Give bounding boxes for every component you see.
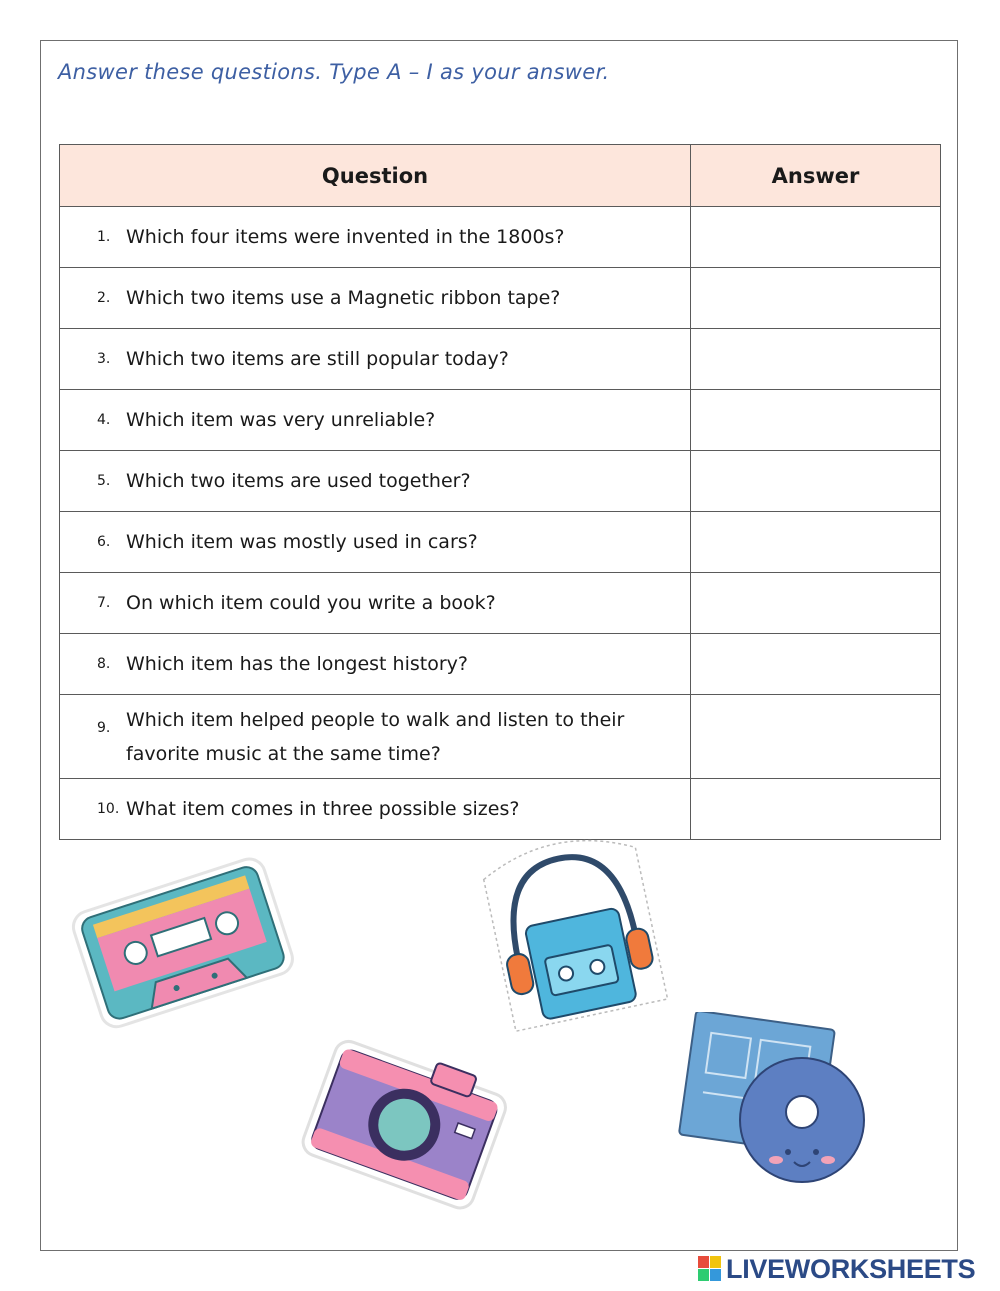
question-number: 9.: [97, 720, 111, 736]
cassette-tape-image: [62, 838, 302, 1043]
answer-cell[interactable]: [691, 634, 941, 695]
question-text: On which item could you write a book?: [126, 592, 496, 614]
question-cell: [60, 329, 691, 390]
live-badge-icon: [698, 1256, 722, 1282]
question-number: 6.: [97, 534, 111, 550]
question-cell: [60, 451, 691, 512]
question-number: 5.: [97, 473, 111, 489]
answer-cell[interactable]: [691, 779, 941, 840]
liveworksheets-logo: [698, 1253, 975, 1285]
table-row: [60, 207, 941, 268]
answer-input[interactable]: [692, 208, 939, 266]
question-header: Question: [60, 145, 691, 207]
answer-input[interactable]: [692, 635, 939, 693]
question-text: Which item was mostly used in cars?: [126, 531, 478, 553]
table-row: [60, 390, 941, 451]
answer-cell[interactable]: [691, 268, 941, 329]
question-number: 2.: [97, 290, 111, 306]
answer-cell[interactable]: [691, 390, 941, 451]
question-cell: [60, 695, 691, 779]
question-number: 10.: [97, 801, 120, 817]
answer-input[interactable]: [692, 452, 939, 510]
question-cell: [60, 779, 691, 840]
answer-input[interactable]: [692, 574, 939, 632]
logo-text: LIVEWORKSHEETS: [726, 1253, 976, 1284]
question-text: Which item has the longest history?: [126, 653, 468, 675]
question-number: 8.: [97, 656, 111, 672]
answer-cell[interactable]: [691, 451, 941, 512]
table-row: [60, 634, 941, 695]
answer-input[interactable]: [692, 513, 939, 571]
table-row: [60, 451, 941, 512]
question-table: [59, 144, 941, 840]
question-cell: [60, 573, 691, 634]
question-number: 1.: [97, 229, 111, 245]
question-cell: [60, 207, 691, 268]
table-header-row: [60, 145, 941, 207]
answer-cell[interactable]: [691, 512, 941, 573]
question-text: What item comes in three possible sizes?: [126, 798, 520, 820]
answer-input[interactable]: [692, 269, 939, 327]
table-row: [60, 779, 941, 840]
answer-cell[interactable]: [691, 573, 941, 634]
table-row: [60, 329, 941, 390]
question-text: Which two items are used together?: [126, 470, 471, 492]
question-text: Which two items are still popular today?: [126, 348, 509, 370]
camera-image: [296, 1015, 516, 1225]
question-cell: [60, 268, 691, 329]
question-number: 7.: [97, 595, 111, 611]
question-cell: [60, 634, 691, 695]
answer-cell[interactable]: [691, 329, 941, 390]
answer-input[interactable]: [692, 696, 939, 777]
question-number: 3.: [97, 351, 111, 367]
question-text: Which two items use a Magnetic ribbon tape?: [126, 287, 561, 309]
table-row: [60, 512, 941, 573]
table-row: [60, 268, 941, 329]
question-cell: [60, 512, 691, 573]
question-cell: [60, 390, 691, 451]
walkman-image: [472, 832, 677, 1037]
table-row: [60, 695, 941, 779]
answer-input[interactable]: [692, 330, 939, 388]
question-text: Which four items were invented in the 1800s?: [126, 226, 565, 248]
cd-record-image: [662, 1012, 882, 1197]
answer-cell[interactable]: [691, 207, 941, 268]
table-row: [60, 573, 941, 634]
answer-cell[interactable]: [691, 695, 941, 779]
question-text: Which item helped people to walk and listen to their favorite music at the same time?: [126, 708, 625, 765]
answer-input[interactable]: [692, 780, 939, 838]
question-text: Which item was very unreliable?: [126, 409, 436, 431]
question-number: 4.: [97, 412, 111, 428]
answer-input[interactable]: [692, 391, 939, 449]
answer-header: Answer: [691, 145, 941, 207]
instruction-text: Answer these questions. Type A – I as your answer.: [58, 60, 610, 84]
